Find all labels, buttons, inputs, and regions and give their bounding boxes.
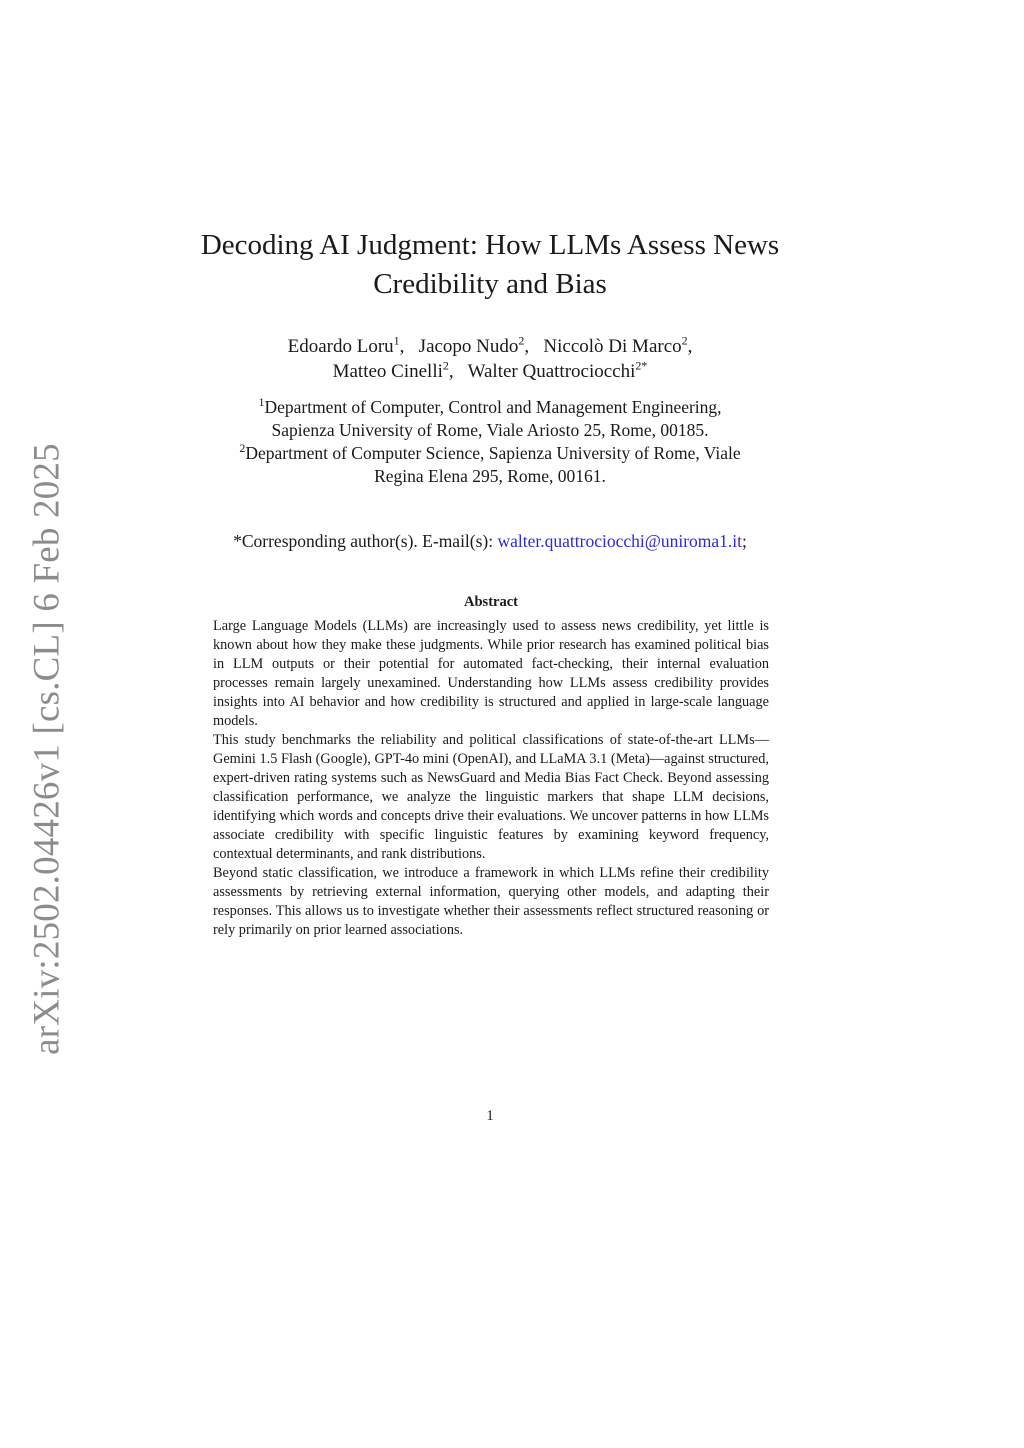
affiliation-text: Department of Computer, Control and Management Engineering,: [264, 397, 722, 417]
author-name: Matteo Cinelli: [332, 361, 443, 382]
abstract-heading: Abstract: [464, 594, 518, 610]
abstract-body: [213, 617, 769, 940]
affiliation-2-line-1: [180, 442, 800, 465]
author-affiliation-mark: 1: [393, 333, 400, 348]
author-name: Walter Quattrociocchi: [467, 361, 636, 382]
affiliation-text: Department of Computer Science, Sapienza University of Rome, Viale: [245, 443, 741, 463]
page-number: 1: [486, 1108, 494, 1124]
affiliation-mark: 2: [239, 441, 246, 456]
author-affiliation-mark: 2: [518, 333, 525, 348]
corresponding-email-link[interactable]: walter.quattrociocchi@uniroma1.it: [497, 531, 743, 551]
author-name: Edoardo Loru: [287, 336, 394, 357]
abstract-paragraph: Beyond static classification, we introduce a framework in which LLMs refine their credibility assessments by retrieving external information, querying other models, and adapting their responses. This allows us to investigate whether their assessments reflect structured reasoning or rely primarily on prior learned associations.: [213, 865, 769, 938]
arxiv-identifier-stamp: arXiv:2502.04426v1 [cs.CL] 6 Feb 2025: [26, 443, 68, 1055]
affiliation-mark: 1: [258, 395, 265, 410]
affiliation-1-line-2: Sapienza University of Rome, Viale Ariosto 25, Rome, 00185.: [271, 420, 709, 440]
author-name: Jacopo Nudo: [418, 336, 519, 357]
author-affiliation-mark: 2*: [635, 358, 648, 373]
author-line-1: Edoardo Loru$^1$, Jacopo Nudo$^2$, Niccolò Di Marco$^2$,: [287, 333, 693, 357]
abstract-paragraph: This study benchmarks the reliability and political classifications of state-of-the-art LLMs—Gemini 1.5 Flash (Google), GPT-4o mini (OpenAI), and LLaMA 3.1 (Meta)—against structured, expert-driven rating systems such as NewsGuard and Media Bias Fact Check. Beyond assessing classification performance, we analyze the linguistic markers that shape LLM decisions, identifying which words and concepts drive their evaluations. We uncover patterns in how LLMs associate credibility with specific linguistic features by examining keyword frequency, contextual determinants, and rank distributions.: [213, 732, 769, 862]
affiliation-1-line-1: [180, 396, 800, 419]
affiliations: [180, 396, 800, 488]
author-name: Niccolò Di Marco: [543, 336, 682, 357]
corresponding-author: [150, 530, 830, 553]
paper-title-line-1: Decoding AI Judgment: How LLMs Assess News: [200, 229, 780, 261]
author-affiliation-mark: 2: [442, 358, 449, 373]
author-line-2: Matteo Cinelli$^2$, Walter Quattrociocchi$^{2*}$: [332, 358, 648, 382]
author-affiliation-mark: 2: [681, 333, 688, 348]
author-list: [180, 334, 800, 384]
abstract-paragraph: Large Language Models (LLMs) are increasingly used to assess news credibility, yet little is known about how they make these judgments. While prior research has examined political bias in LLM outputs or their potential for automated fact-checking, their internal evaluation processes remain largely unexamined. Understanding how LLMs assess credibility provides insights into AI behavior and how credibility is structured and applied in large-scale language models.: [213, 618, 769, 729]
corresponding-label: *Corresponding author(s). E-mail(s):: [233, 531, 498, 551]
paper-title-line-2: Credibility and Bias: [373, 268, 607, 300]
affiliation-2-line-2: Regina Elena 295, Rome, 00161.: [374, 466, 606, 486]
paper-title: [180, 226, 800, 304]
corresponding-suffix: ;: [742, 531, 747, 551]
